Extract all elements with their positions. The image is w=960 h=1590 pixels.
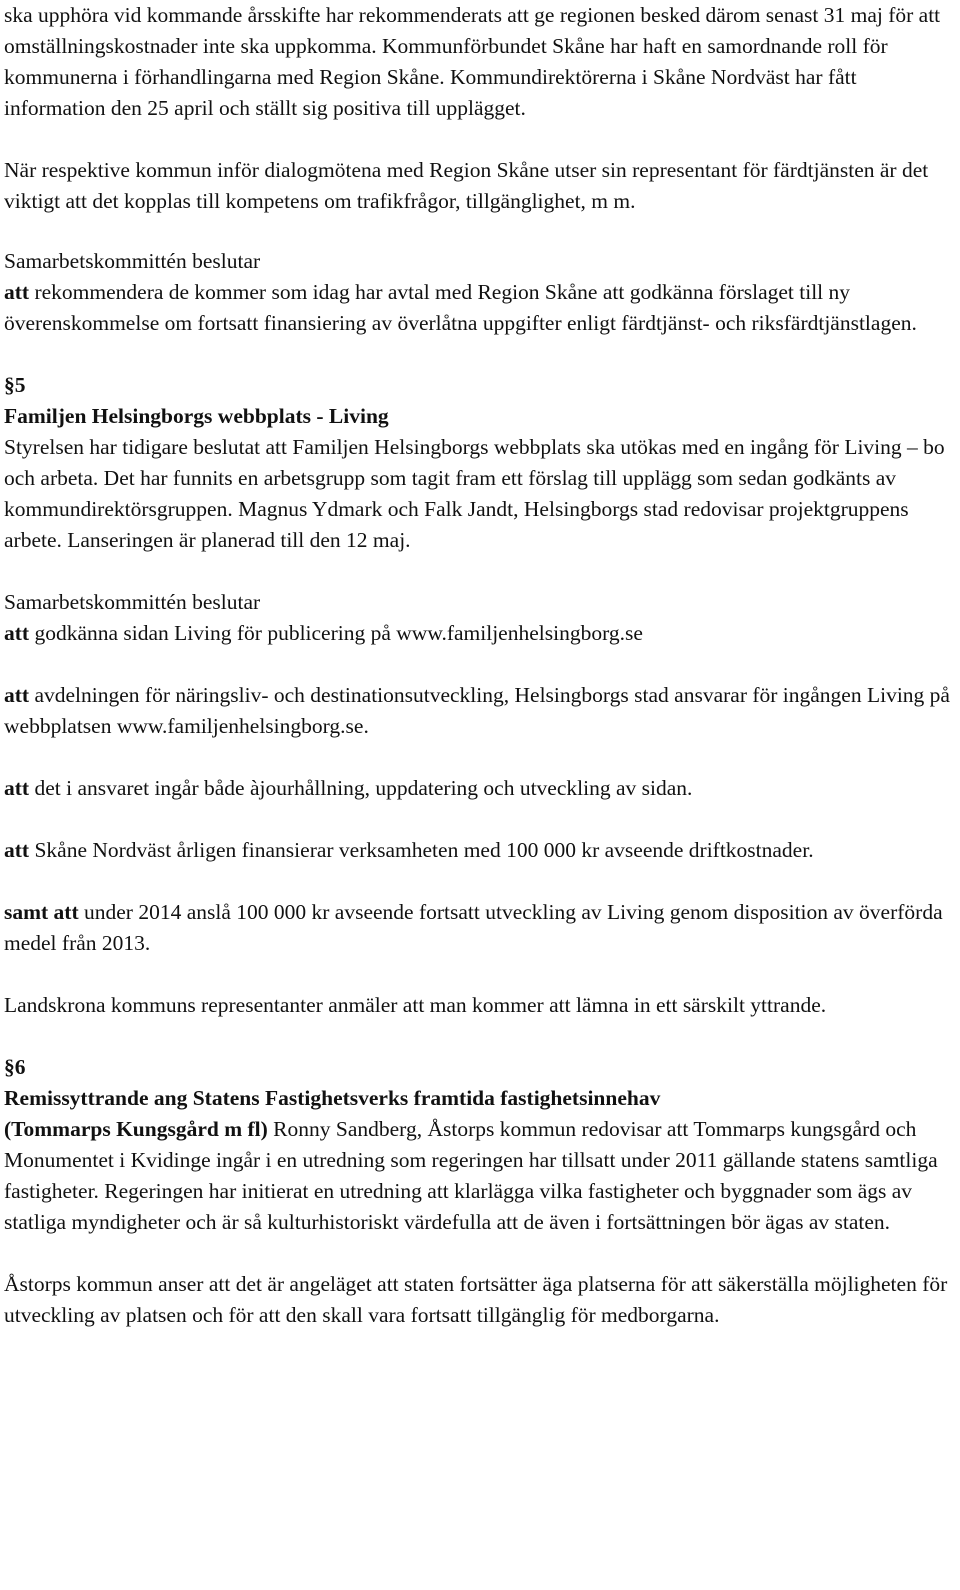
section-body: Styrelsen har tidigare beslutat att Familjen Helsingborgs webbplats ska utökas med en ingång för Living – bo och arbeta. Det har funnits en arbetsgrupp som tagit fram ett förslag till upplägg som sedan godkänts av kommundirektörsgruppen. Magnus Ydmark och Falk Jandt, Helsingborgs stad redovisar projektgruppens arbete. Lanseringen är planerad till den 12 maj. bbox=[4, 435, 945, 552]
paragraph-representative: När respektive kommun inför dialogmötena med Region Skåne utser sin representant för färdtjänsten är det viktigt att det kopplas till kompetens om trafikfrågor, tillgänglighet, m m. bbox=[4, 158, 929, 213]
paragraph-intro: ska upphöra vid kommande årsskifte har rekommenderats att ge regionen besked därom senast 31 maj för att omställningskostnader inte ska uppkomma. Kommunförbundet Skåne har haft en samordnande roll för kommunerna i förhandlingarna med Region Skåne. Kommundirektörerna i Skåne Nordväst har fått information den 25 april och ställt sig positiva till upplägget. bbox=[4, 3, 941, 120]
decision-item: att godkänna sidan Living för publicering på www.familjenhelsingborg.se bbox=[4, 621, 643, 645]
section-body: (Tommarps Kungsgård m fl) Ronny Sandberg, Åstorps kommun redovisar att Tommarps kungsgård och Monumentet i Kvidinge ingår i en utredning som regeringen har tillsatt under 2011 gällande statens samtliga fastigheter. Regeringen har initierat en utredning att klarlägga vilka fastigheter och byggnader som ägs av statliga myndigheter och är så kulturhistoriskt värdefulla att de även i fortsättningen bör ägas av staten. bbox=[4, 1117, 938, 1234]
decision-item: att det i ansvaret ingår både àjourhållning, uppdatering och utveckling av sidan. bbox=[4, 776, 693, 800]
section-title: Remissyttrande ang Statens Fastighetsverks framtida fastighetsinnehav bbox=[4, 1086, 661, 1110]
decision-heading: Samarbetskommittén beslutar bbox=[4, 590, 261, 614]
decision-item: samt att under 2014 anslå 100 000 kr avseende fortsatt utveckling av Living genom disposition av överförda medel från 2013. bbox=[4, 900, 943, 955]
decision-item bbox=[4, 277, 952, 339]
section-number: §6 bbox=[4, 1055, 26, 1079]
section-paragraph: Åstorps kommun anser att det är angeläget att staten fortsätter äga platserna för att säkerställa möjligheten för utveckling av platsen och för att den skall vara fortsatt tillgänglig för medborgarna. bbox=[4, 1272, 948, 1327]
reservation-note: Landskrona kommuns representanter anmäler att man kommer att lämna in ett särskilt yttrande. bbox=[4, 993, 827, 1017]
section-title: Familjen Helsingborgs webbplats - Living bbox=[4, 404, 389, 428]
decision-heading: Samarbetskommittén beslutar bbox=[4, 249, 261, 273]
att-keyword: att bbox=[4, 280, 30, 304]
section-number: §5 bbox=[4, 373, 26, 397]
decision-item: att Skåne Nordväst årligen finansierar verksamheten med 100 000 kr avseende driftkostnader. bbox=[4, 838, 814, 862]
decision-item: att avdelningen för näringsliv- och destinationsutveckling, Helsingborgs stad ansvarar för ingången Living på webbplatsen www.familjenhelsingborg.se. bbox=[4, 683, 950, 738]
decision-text: rekommendera de kommer som idag har avtal med Region Skåne att godkänna förslaget till ny överenskommelse om fortsatt finansiering av överlåtna uppgifter enligt färdtjänst- och riksfärdtjänstlagen. bbox=[4, 280, 917, 335]
